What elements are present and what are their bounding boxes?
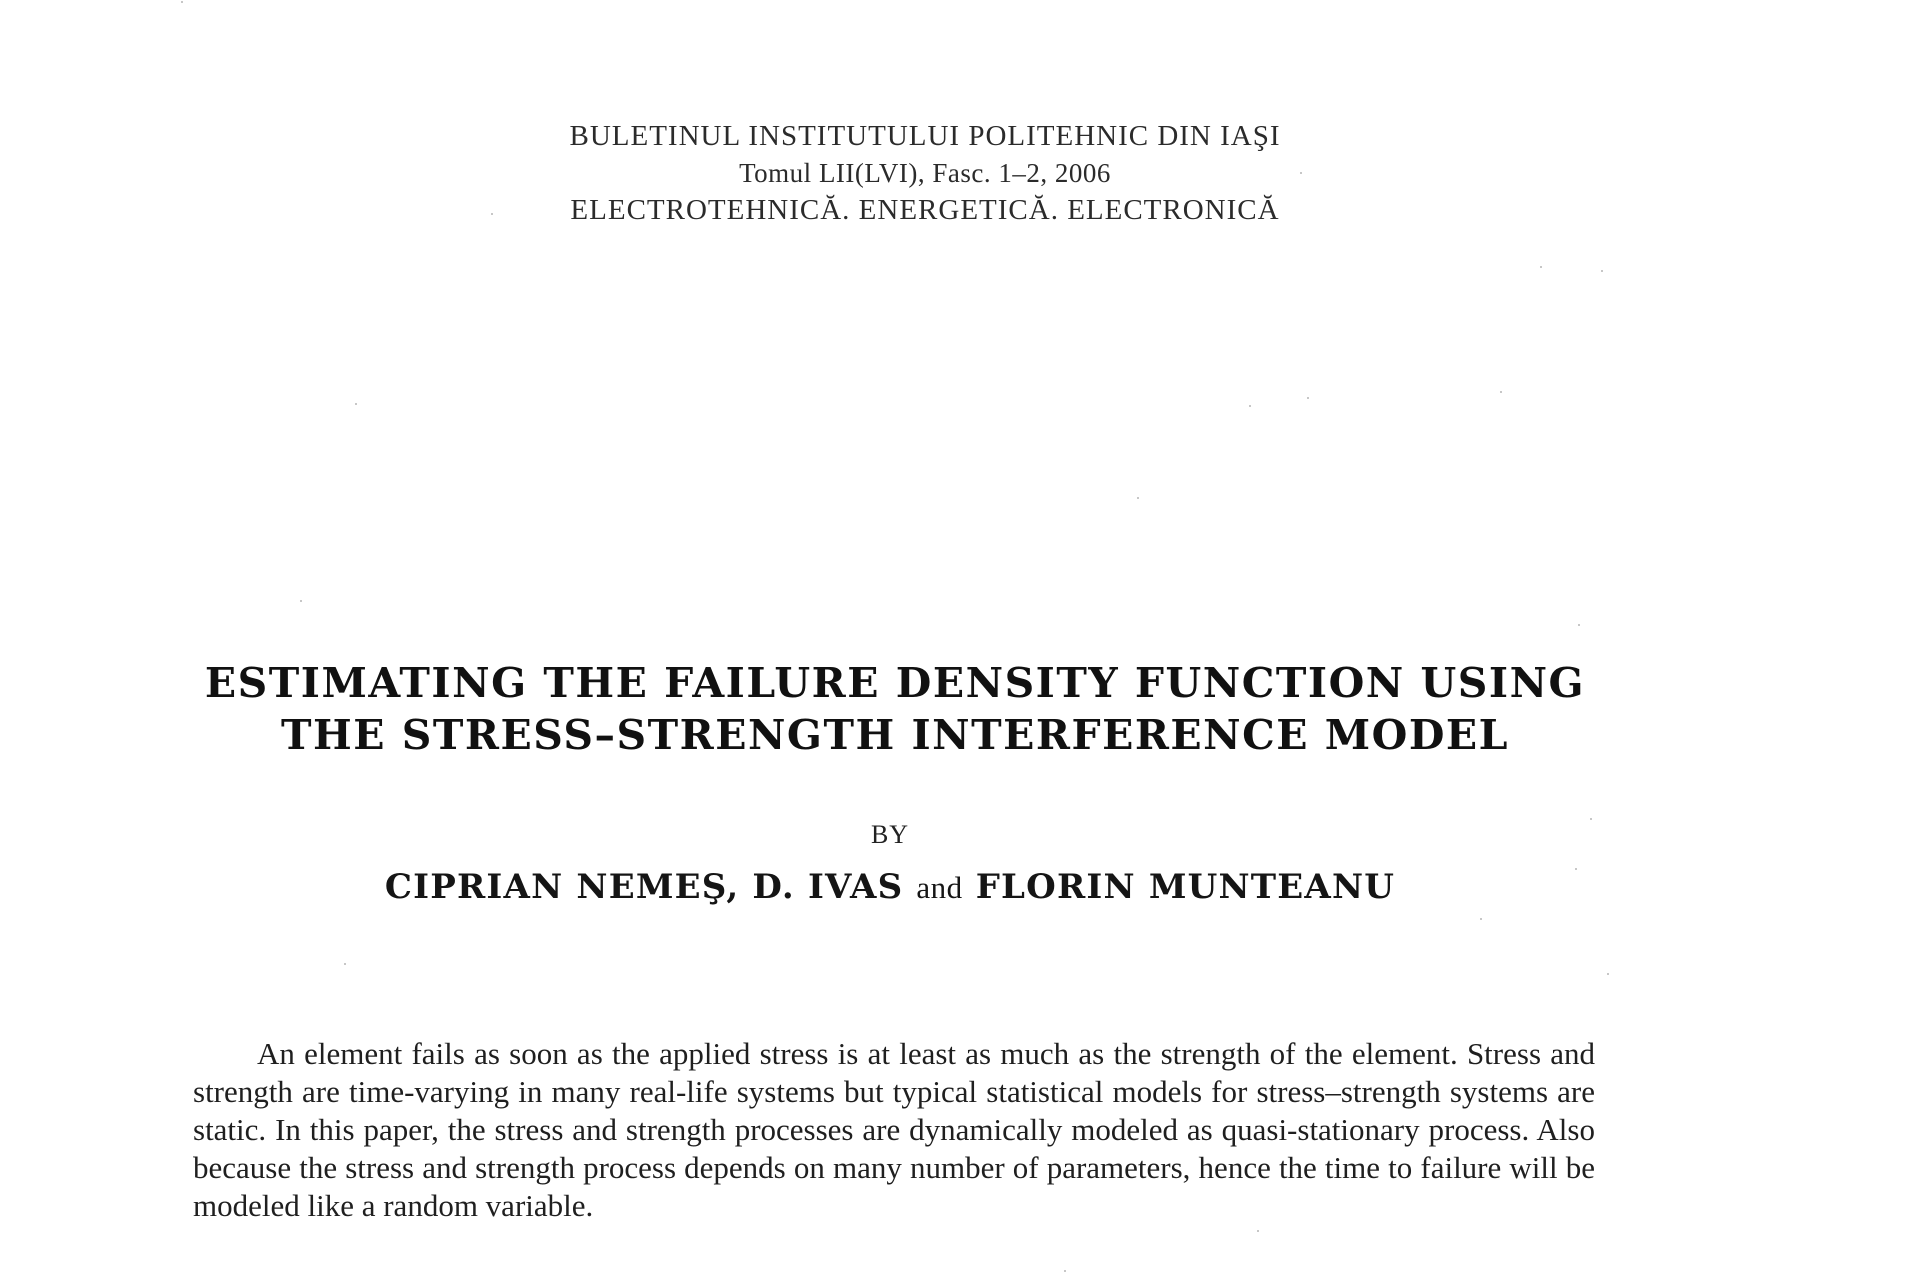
author-list: [300, 867, 1480, 907]
scan-speck: [1257, 1230, 1259, 1232]
scan-speck: [1590, 818, 1592, 820]
scan-speck: [1249, 405, 1251, 407]
journal-section: ELECTROTEHNICĂ. ENERGETICĂ. ELECTRONICĂ: [570, 194, 1280, 226]
scan-speck: [1307, 397, 1309, 399]
journal-name: BULETINUL INSTITUTULUI POLITEHNIC DIN IAŞI: [569, 120, 1281, 152]
author-conjunction: and: [916, 870, 963, 905]
scan-speck: [1578, 624, 1580, 626]
scan-speck: [1607, 973, 1609, 975]
scan-speck: [181, 1, 183, 3]
abstract-paragraph: An element fails as soon as the applied stress is at least as much as the strength of the element. Stress and strength are time-varying in many real-life systems but typical statistical models for stress–strength systems are static. In this paper, the stress and strength processes are dynamically modeled as quasi-stationary process. Also because the stress and strength process depends on many number of parameters, hence the time to failure will be modeled like a random variable.: [193, 1036, 1595, 1223]
scan-speck: [1500, 391, 1502, 393]
paper-title-line-1: ESTIMATING THE FAILURE DENSITY FUNCTION USING: [204, 659, 1586, 707]
scan-speck: [491, 213, 493, 215]
scan-speck: [1601, 270, 1603, 272]
scan-speck: [344, 963, 346, 965]
journal-header: [500, 118, 1350, 229]
paper-title-line-2: THE STRESS–STRENGTH INTERFERENCE MODEL: [280, 711, 1510, 759]
scan-speck: [1064, 1270, 1066, 1272]
scan-speck: [355, 403, 357, 405]
journal-volume: Tomul LII(LVI), Fasc. 1–2, 2006: [739, 158, 1111, 188]
author-name: D. IVAS: [752, 867, 904, 907]
by-label: BY: [870, 820, 910, 849]
scan-speck: [1540, 266, 1542, 268]
scan-speck: [1575, 868, 1577, 870]
scan-speck: [1480, 918, 1482, 920]
scan-speck: [300, 600, 302, 602]
paper-title: [170, 657, 1620, 761]
author-name: FLORIN MUNTEANU: [975, 867, 1396, 907]
scan-speck: [1137, 497, 1139, 499]
author-name: CIPRIAN NEMEŞ,: [384, 867, 740, 907]
